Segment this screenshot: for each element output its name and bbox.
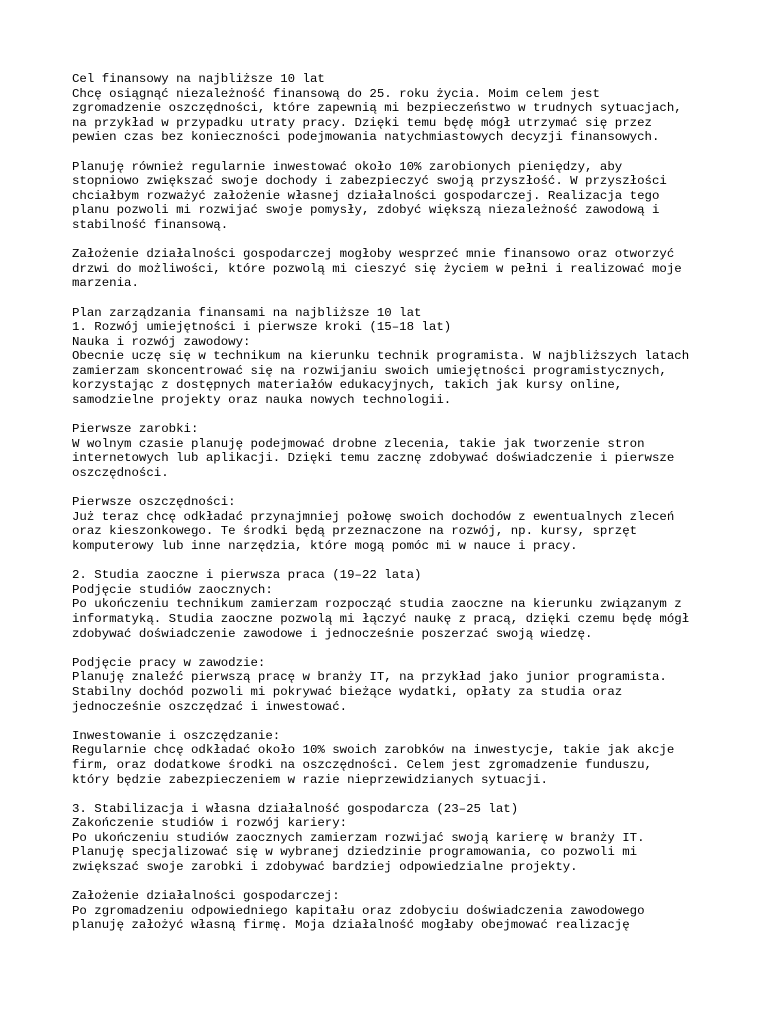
paragraph-gap [72,714,712,729]
text-line: Podjęcie pracy w zawodzie: [72,655,266,670]
text-line: oraz kieszonkowego. Te środki będą przeznaczone na rozwój, np. kursy, sprzęt [72,524,638,539]
text-line: Inwestowanie i oszczędzanie: [72,728,281,743]
paragraph-gap [72,145,712,160]
text-line: 2. Studia zaoczne i pierwsza praca (19–22 lata) [72,568,422,583]
text-line: Cel finansowy na najbliższe 10 lat [72,72,325,86]
paragraph-gap [72,787,712,802]
text-line: Po ukończeniu technikum zamierzam rozpocząć studia zaoczne na kierunku związanym z [72,597,682,612]
text-line: planuję założyć własną firmę. Moja działalność mogłaby obejmować realizację [72,918,630,933]
paragraph-gap [72,875,712,890]
text-line: Po ukończeniu studiów zaocznych zamierzam rozwijać swoją karierę w branży IT. [72,830,645,845]
text-line: Obecnie uczę się w technikum na kierunku technik programista. W najbliższych latach [72,349,690,364]
text-line: chciałbym rozważyć założenie własnej działalności gospodarczej. Realizacja tego [72,188,660,203]
document-page [72,72,712,933]
text-line: samodzielne projekty oraz nauka nowych technologii. [72,393,452,408]
text-line: Po zgromadzeniu odpowiedniego kapitału oraz zdobyciu doświadczenia zawodowego [72,903,645,918]
text-line: firm, oraz dodatkowe środki na oszczędności. Celem jest zgromadzenie funduszu, [72,757,652,772]
text-line: Zakończenie studiów i rozwój kariery: [72,816,348,831]
text-line: W wolnym czasie planuję podejmować drobne zlecenia, takie jak tworzenie stron [72,436,645,451]
text-line: oszczędności. [72,466,169,481]
text-line: Regularnie chcę odkładać około 10% swoich zarobków na inwestycje, takie jak akcje [72,743,675,758]
text-line: 3. Stabilizacja i własna działalność gospodarcza (23–25 lat) [72,801,519,816]
text-line: korzystając z dostępnych materiałów edukacyjnych, takich jak kursy online, [72,378,623,393]
paragraph-gap [72,641,712,656]
text-line: Plan zarządzania finansami na najbliższe 10 lat [72,305,422,320]
text-line: stopniowo zwiększać swoje dochody i zabezpieczyć swoją przyszłość. W przyszłości [72,174,667,189]
paragraph-gap [72,481,712,496]
text-line: drzwi do możliwości, które pozwolą mi cieszyć się życiem w pełni i realizować moje [72,261,682,276]
text-line: Pierwsze oszczędności: [72,495,236,510]
text-line: marzenia. [72,276,139,291]
text-line: na przykład w przypadku utraty pracy. Dzięki temu będę mógł utrzymać się przez [72,115,652,130]
paragraph-gap [72,554,712,569]
text-line: 1. Rozwój umiejętności i pierwsze kroki (15–18 lat) [72,320,452,335]
text-line: planu pozwoli mi rozwijać swoje pomysły, zdobyć większą niezależność zawodową i [72,203,660,218]
text-line: Stabilny dochód pozwoli mi pokrywać bieżące wydatki, opłaty za studia oraz [72,684,623,699]
text-line: Nauka i rozwój zawodowy: [72,334,251,349]
text-line: internetowych lub aplikacji. Dzięki temu zacznę zdobywać doświadczenie i pierwsze [72,451,675,466]
text-line: Założenie działalności gospodarczej mogłoby wesprzeć mnie finansowo oraz otworzyć [72,247,675,262]
text-line: Pierwsze zarobki: [72,422,199,437]
text-line: zdobywać doświadczenie zawodowe i jednocześnie poszerzać swoją wiedzę. [72,626,593,641]
text-line: informatyką. Studia zaoczne pozwolą mi łączyć naukę z pracą, dzięki czemu będę mógł [72,611,690,626]
text-line: komputerowy lub inne narzędzia, które mogą pomóc mi w nauce i pracy. [72,539,578,553]
text-line: Założenie działalności gospodarczej: [72,889,340,904]
text-line: Już teraz chcę odkładać przynajmniej połowę swoich dochodów z ewentualnych zleceń [72,509,675,524]
text-line: Planuję również regularnie inwestować około 10% zarobionych pieniędzy, aby [72,159,623,174]
paragraph-gap [72,233,712,248]
text-line: pewien czas bez konieczności podejmowania natychmiastowych decyzji finansowych. [72,130,660,145]
text-line: zgromadzenie oszczędności, które zapewnią mi bezpieczeństwo w trudnych sytuacjach, [72,101,682,116]
text-line: który będzie zabezpieczeniem w razie nieprzewidzianych sytuacji. [72,772,548,787]
text-line: Chcę osiągnąć niezależność finansową do 25. roku życia. Moim celem jest [72,86,600,101]
paragraph-gap [72,408,712,423]
text-line: Planuję specjalizować się w wybranej dziedzinie programowania, co pozwoli mi [72,845,638,860]
text-line: Planuję znaleźć pierwszą pracę w branży IT, na przykład jako junior programista. [72,670,667,685]
text-line: zwiększać swoje zarobki i zdobywać bardziej odpowiedzialne projekty. [72,860,578,875]
text-line: jednocześnie oszczędzać i inwestować. [72,699,348,714]
text-line: zamierzam skoncentrować się na rozwijaniu swoich umiejętności programistycznych, [72,363,667,378]
text-line: Podjęcie studiów zaocznych: [72,582,273,597]
text-line: stabilność finansową. [72,217,229,232]
paragraph-gap [72,291,712,306]
